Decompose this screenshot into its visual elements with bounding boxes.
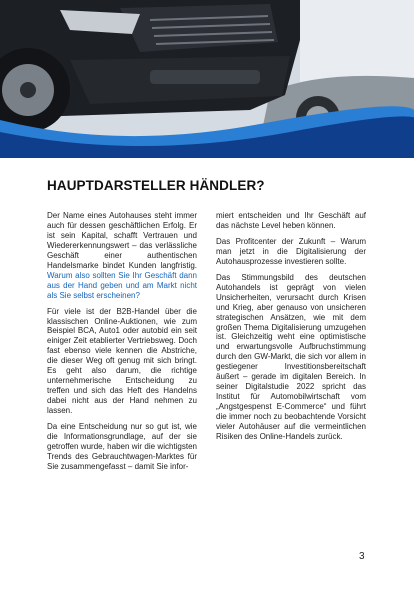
page-number: 3 xyxy=(359,551,365,562)
paragraph: miert entscheiden und Ihr Geschäft auf das nächste Level heben können. xyxy=(216,211,366,230)
car-photo-icon xyxy=(0,0,414,158)
highlighted-question: Warum also sollten Sie Ihr Geschäft dann aus der Hand geben und am Markt nicht als Sie selbst erscheinen? xyxy=(47,270,197,300)
paragraph: Das Stimmungsbild des deutschen Autohandels ist geprägt von vielen Unsicherheiten, verursacht durch Krisen und Krieg, aber genauso von unsicheren strategischen Ansätzen, wie mit dem großen Thema Digitalisierung umzugehen ist. Gleichzeitig weht eine optimistische und erwartungsvolle Aufbruchstimmung durch den GW-Markt, die sich vor allem in gestiegener Investitionsbereitschaft äußert – gerade im digitalen Bereich. In seiner Digitalstudie 2022 spricht das Institut für Automobilwirtschaft vom „Angstgespenst E-Commerce“ und führt die immer noch zu beobachtende Vorsicht vieler Autohäuser auf die vermeintlichen Risiken des Online-Handels zurück. xyxy=(216,272,366,442)
paragraph: Für viele ist der B2B-Handel über die klassischen Online-Auktionen, wie zum Beispiel BCA, Auto1 oder autobid ein seit einiger Zeit etablierter Vertriebsweg. Doch fast ebenso viele kennen die Abstriche, die dieser Weg oft genug mit sich bringt. Es geht also darum, die richtige unternehmerische Entscheidung zu treffen und sich das Heft des Handelns dabei nicht aus der Hand nehmen zu lassen. xyxy=(47,306,197,416)
page-title: HAUPTDARSTELLER HÄNDLER? xyxy=(47,178,265,193)
hero-image xyxy=(0,0,414,158)
paragraph: Das Profitcenter der Zukunft – Warum man jetzt in die Digitalisierung der Autohausprozesse investieren sollte. xyxy=(216,236,366,266)
text-column-right xyxy=(216,211,366,448)
paragraph xyxy=(47,211,197,301)
text-column-left xyxy=(47,211,197,478)
paragraph-text: Der Name eines Autohauses steht immer auch für dessen geschäftlichen Erfolg. Er ist sein Kapital, schafft Vertrauen und Wiedererkennungswert – das verlässliche Geschäft einer authentischen Handelsmarke bindet Kunden langfristig. xyxy=(47,211,197,270)
paragraph: Da eine Entscheidung nur so gut ist, wie die Informationsgrundlage, auf der sie getroffen wurde, haben wir die wichtigsten Trends des Gebrauchtwagen-Marktes für Sie zusammengefasst – damit Sie infor- xyxy=(47,422,197,471)
